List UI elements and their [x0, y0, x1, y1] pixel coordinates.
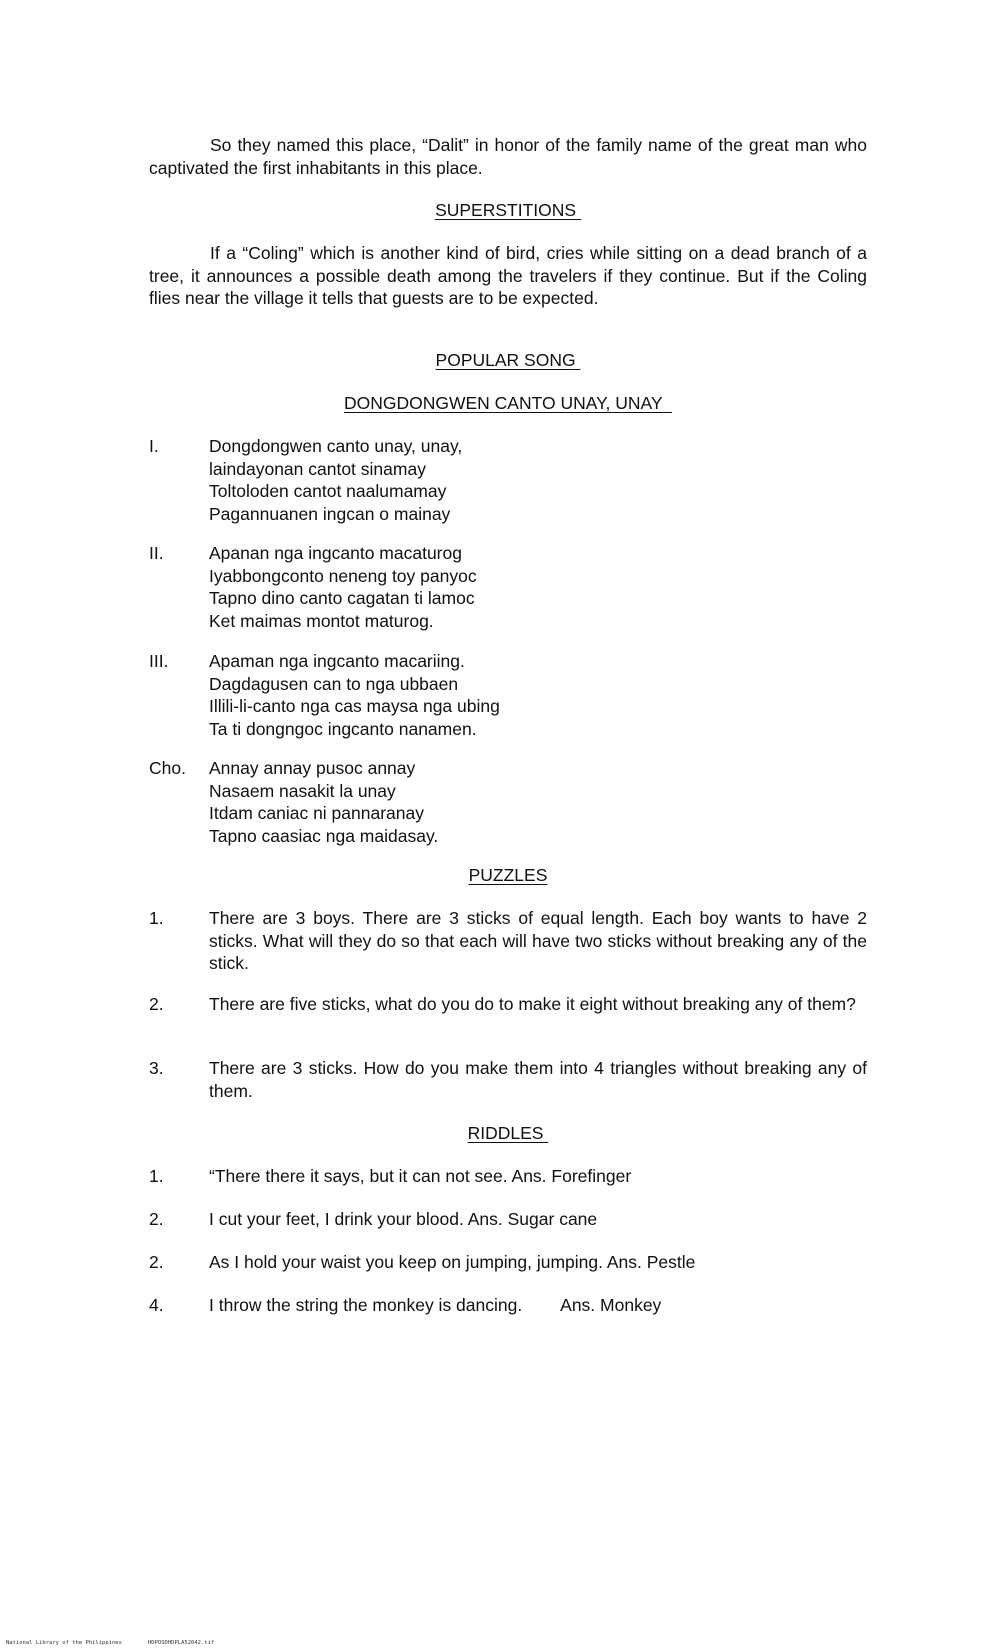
verse-line: Apanan nga ingcanto macaturog — [209, 543, 462, 563]
superstitions-heading-text: SUPERSTITIONS — [435, 200, 577, 220]
verse-line: laindayonan cantot sinamay — [209, 458, 426, 479]
stanza-label: II. — [149, 543, 164, 563]
verse-line: Ta ti dongngoc ingcanto nanamen. — [209, 718, 477, 739]
song-title — [149, 392, 867, 414]
verse-line: Pagannuanen ingcan o mainay — [209, 503, 451, 524]
riddle-item — [149, 1294, 867, 1317]
intro-paragraph: So they named this place, “Dalit” in honor of the family name of the great man who captivated the first inhabitants in this place. — [149, 135, 867, 178]
puzzle-text: There are 3 sticks. How do you make them into 4 triangles without breaking any of them. — [209, 1058, 867, 1101]
verse-line: Dagdagusen can to nga ubbaen — [209, 673, 459, 694]
riddle-number: 2. — [149, 1209, 164, 1229]
riddle-number: 4. — [149, 1295, 164, 1315]
riddle-number: 1. — [149, 1166, 164, 1186]
footer-archive-label: National Library of the Philippines — [6, 1640, 122, 1646]
verse-line: Apaman nga ingcanto macariing. — [209, 651, 465, 671]
verse-line: Tapno caasiac nga maidasay. — [209, 825, 439, 846]
riddles-heading — [149, 1122, 867, 1144]
stanza-label: I. — [149, 436, 159, 456]
puzzle-item — [149, 907, 867, 975]
riddle-item — [149, 1208, 867, 1231]
verse-line: Ket maimas montot maturog. — [209, 610, 434, 631]
verse-line: Tapno dino canto cagatan ti lamoc — [209, 588, 475, 609]
riddle-number: 2. — [149, 1252, 164, 1272]
popular-song-heading-text: POPULAR SONG — [435, 350, 576, 370]
song-stanza — [149, 435, 867, 525]
song-stanza — [149, 542, 867, 632]
popular-song-heading — [149, 349, 867, 371]
puzzle-text: There are 3 boys. There are 3 sticks of equal length. Each boy wants to have 2 sticks. What will they do so that each will have two sticks without breaking any of the stick. — [209, 908, 867, 974]
riddles-heading-text: RIDDLES — [467, 1123, 544, 1143]
stanza-label: III. — [149, 651, 169, 671]
puzzles-heading-text: PUZZLES — [468, 865, 548, 885]
riddle-text: “There there it says, but it can not see. Ans. Forefinger — [209, 1166, 632, 1186]
verse-line: Iyabbongconto neneng toy panyoc — [209, 565, 477, 586]
puzzle-item — [149, 1057, 867, 1102]
riddle-text: As I hold your waist you keep on jumping, jumping. Ans. Pestle — [209, 1252, 696, 1272]
verse-line: Illili-li-canto nga cas maysa nga ubing — [209, 696, 500, 717]
puzzles-heading — [149, 864, 867, 886]
chorus-label: Cho. — [149, 758, 186, 778]
footer-file-name: HDPOSDHDPLA52042.tif — [148, 1640, 215, 1646]
song-title-text: DONGDONGWEN CANTO UNAY, UNAY — [343, 393, 663, 413]
riddle-item — [149, 1165, 867, 1188]
riddle-item — [149, 1251, 867, 1274]
verse-line: Annay annay pusoc annay — [209, 758, 416, 778]
verse-line: Itdam caniac ni pannaranay — [209, 803, 424, 824]
puzzle-number: 1. — [149, 908, 164, 928]
song-chorus — [149, 757, 867, 847]
verse-line: Nasaem nasakit la unay — [209, 780, 396, 801]
verse-line: Dongdongwen canto unay, unay, — [209, 436, 463, 456]
puzzle-item — [149, 993, 867, 1016]
puzzle-number: 2. — [149, 994, 164, 1014]
puzzle-text: There are five sticks, what do you do to make it eight without breaking any of them? — [209, 994, 856, 1014]
superstitions-heading — [149, 199, 867, 221]
superstitions-paragraph: If a “Coling” which is another kind of bird, cries while sitting on a dead branch of a tree, it announces a possible death among the travelers if they continue. But if the Coling flies near the village it tells that guests are to be expected. — [149, 243, 867, 309]
riddle-text: I throw the string the monkey is dancing. Ans. Monkey — [209, 1295, 662, 1315]
riddle-text: I cut your feet, I drink your blood. Ans. Sugar cane — [209, 1209, 598, 1229]
song-stanza — [149, 650, 867, 740]
puzzle-number: 3. — [149, 1058, 164, 1078]
verse-line: Toltoloden cantot naalumamay — [209, 481, 447, 502]
